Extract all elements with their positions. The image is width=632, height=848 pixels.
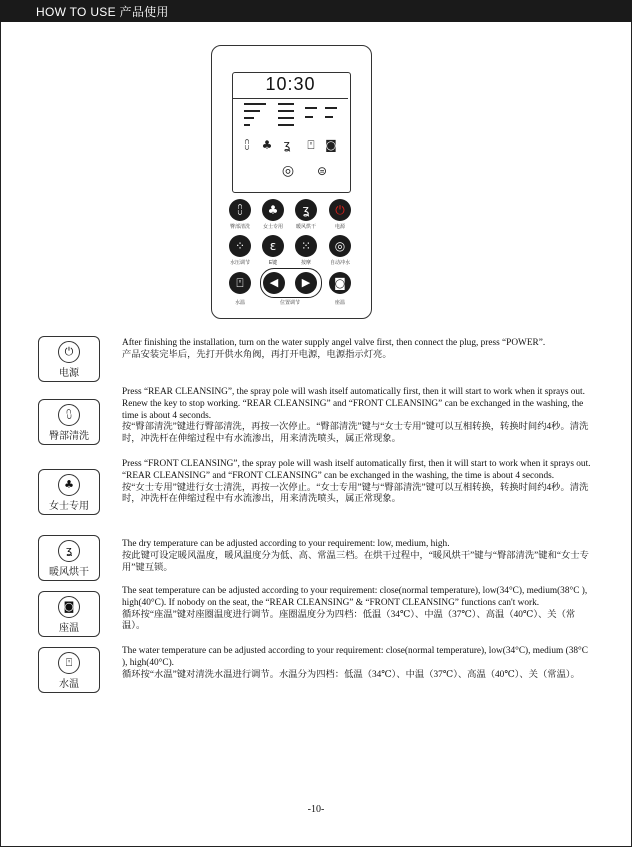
instruction-zh: 按“臀部清洗”键进行臀部清洗，再按一次停止。“臀部清洗”键与“女士专用”键可以互相转换，转换时间约4秒。清洗时，冲洗杆在伸缩过程中有水流渗出，用来清洗喷头，属正常现象。 (122, 422, 589, 445)
instruction-en: After finishing the installation, turn on the water supply angel valve first, then connect the plug, press “POWER”. (122, 338, 546, 348)
lcd-rear-cleansing-icon: ⩇ (244, 138, 250, 152)
lcd-bar (278, 103, 294, 105)
lcd-auto-flush-icon: ◎ (281, 163, 295, 179)
lcd-water-temperature-icon: ⍞ (307, 138, 315, 152)
lady-label: 女士专用 (262, 224, 283, 230)
instruction-icon-box (38, 647, 100, 693)
instruction-icon-label: 臀部清洗 (49, 431, 89, 442)
instruction-en: The water temperature can be adjusted according to your requirement: close(normal temperature), low(34°C), medium (38°C ), high(40°C). (122, 646, 588, 668)
instruction-text (122, 459, 594, 506)
warm-air-button: ʓ (295, 199, 317, 221)
lcd-seat-temperature-icon: ◙ (325, 138, 337, 152)
lcd-bar (244, 110, 260, 112)
water-temperature-icon: ⍞ (58, 652, 80, 674)
massage-button: ⁙ (295, 235, 317, 257)
instruction-en: The dry temperature can be adjusted according to your requirement: low, medium, high. (122, 539, 450, 549)
instruction-icon-label: 暖风烘干 (49, 567, 89, 578)
instruction-text (122, 338, 594, 362)
instruction-icon-box (38, 469, 100, 515)
lcd-bar (244, 103, 266, 105)
seat-temperature-label: 座温 (334, 300, 345, 306)
e-key-label: E键 (268, 260, 278, 266)
page-number: -10- (307, 804, 325, 815)
instruction-icon-box (38, 535, 100, 581)
warm-air-icon: ʓ (58, 540, 80, 562)
seat-temperature-icon: ◙ (58, 596, 80, 618)
lcd-bar (305, 107, 317, 109)
instruction-zh: 按此键可设定暖风温度，暖风温度分为低、高、常温三档。在烘干过程中，“暖风烘干”键与“臀部清洗”键和“女士专用”键互锁。 (122, 550, 589, 573)
page-header (0, 0, 632, 22)
power-button: ⏻ (329, 199, 351, 221)
e-key-button: ε (262, 235, 284, 257)
lcd-bar (244, 124, 250, 126)
instruction-icon-box (38, 591, 100, 637)
instruction-text (122, 539, 594, 574)
position-adjust-label: 位置调节 (279, 300, 300, 306)
lcd-time: 10:30 (265, 74, 316, 94)
instruction-text (122, 646, 594, 681)
lcd-divider (233, 98, 348, 99)
lcd-warm-air-icon: ʓ (283, 138, 291, 152)
rear-cleansing-label: 臀部清洗 (229, 224, 250, 230)
header-title: HOW TO USE 产品使用 (36, 5, 169, 19)
power-icon: ⏻ (58, 341, 80, 363)
instruction-icon-label: 水温 (59, 679, 79, 690)
left-arrow-icon: ◀ (263, 272, 285, 294)
instruction-en: Press “FRONT CLEANSING”, the spray pole will wash itself automatically first, then it will start to work when it sprays out. “REAR CLEANSING” and “FRONT CLEANSING” can be exchanged in the washing, the time is about 4 seconds. (122, 459, 591, 481)
lady-button: ♣ (262, 199, 284, 221)
lady-icon: ♣ (58, 474, 80, 496)
instruction-icon-box (38, 336, 100, 382)
instruction-text (122, 387, 594, 446)
instruction-en: The seat temperature can be adjusted according to your requirement: close(normal temperature), low(34°C), medium(38°C ), high(40°C). If nobody on the seat, the “REAR CLEANSING” & “FRONT CLEANSING” functions can't work. (122, 586, 588, 608)
instruction-zh: 循环按“水温”键对清洗水温进行调节。水温分为四档：低温（34℃）、中温（37℃）、高温（40℃）、关（常温）。 (122, 669, 580, 680)
lcd-bar (278, 117, 294, 119)
massage-label: 按摩 (300, 260, 311, 266)
instruction-zh: 循环按“座温”键对座圈温度进行调节。座圈温度分为四档：低温（34℃）、中温（37℃）、高温（40℃）、关（常温）。 (122, 609, 576, 632)
lcd-bar (325, 116, 333, 118)
lcd-bar (278, 124, 294, 126)
lcd-lady-icon: ♣ (261, 138, 273, 152)
warm-air-label: 暖风烘干 (295, 224, 316, 230)
power-label: 电源 (334, 224, 345, 230)
instruction-icon-label: 女士专用 (49, 501, 89, 512)
water-pressure-label: 水压调节 (229, 260, 250, 266)
rear-cleansing-icon: ⩇ (58, 404, 80, 426)
lcd-bar (305, 116, 313, 118)
water-pressure-button: ⁘ (229, 235, 251, 257)
seat-temperature-button: ◙ (329, 272, 351, 294)
water-temperature-button: ⍞ (229, 272, 251, 294)
lcd-bar (244, 117, 254, 119)
instruction-en: Press “REAR CLEANSING”, the spray pole will wash itself automatically first, then it will start to work when it sprays out. Renew the key to stop working. “REAR CLEANSING” and “FRONT CLEANSING” can be exchanged in the washing, the time is about 4 seconds. (122, 387, 585, 421)
instruction-icon-box (38, 399, 100, 445)
instruction-text (122, 586, 594, 633)
instruction-zh: 产品安装完毕后，先打开供水角阀，再打开电源，电源指示灯亮。 (122, 349, 392, 360)
water-temperature-label: 水温 (234, 300, 245, 306)
instruction-icon-label: 座温 (59, 623, 79, 634)
right-arrow-icon: ▶ (295, 272, 317, 294)
instruction-icon-label: 电源 (59, 368, 79, 379)
instruction-zh: 按“女士专用”键进行女士清洗，再按一次停止。“女士专用”键与“臀部清洗”键可以互相转换，转换时间约4秒。清洗时，冲洗杆在伸缩过程中有水流渗出，用来清洗喷头，属正常现象。 (122, 482, 589, 505)
auto-flush-button: ◎ (329, 235, 351, 257)
lcd-bar (325, 107, 337, 109)
lcd-bar (278, 110, 294, 112)
rear-cleansing-button: ⩇ (229, 199, 251, 221)
auto-flush-label: 自动冲水 (329, 260, 350, 266)
lcd-deodorize-icon: ⊜ (316, 164, 328, 178)
